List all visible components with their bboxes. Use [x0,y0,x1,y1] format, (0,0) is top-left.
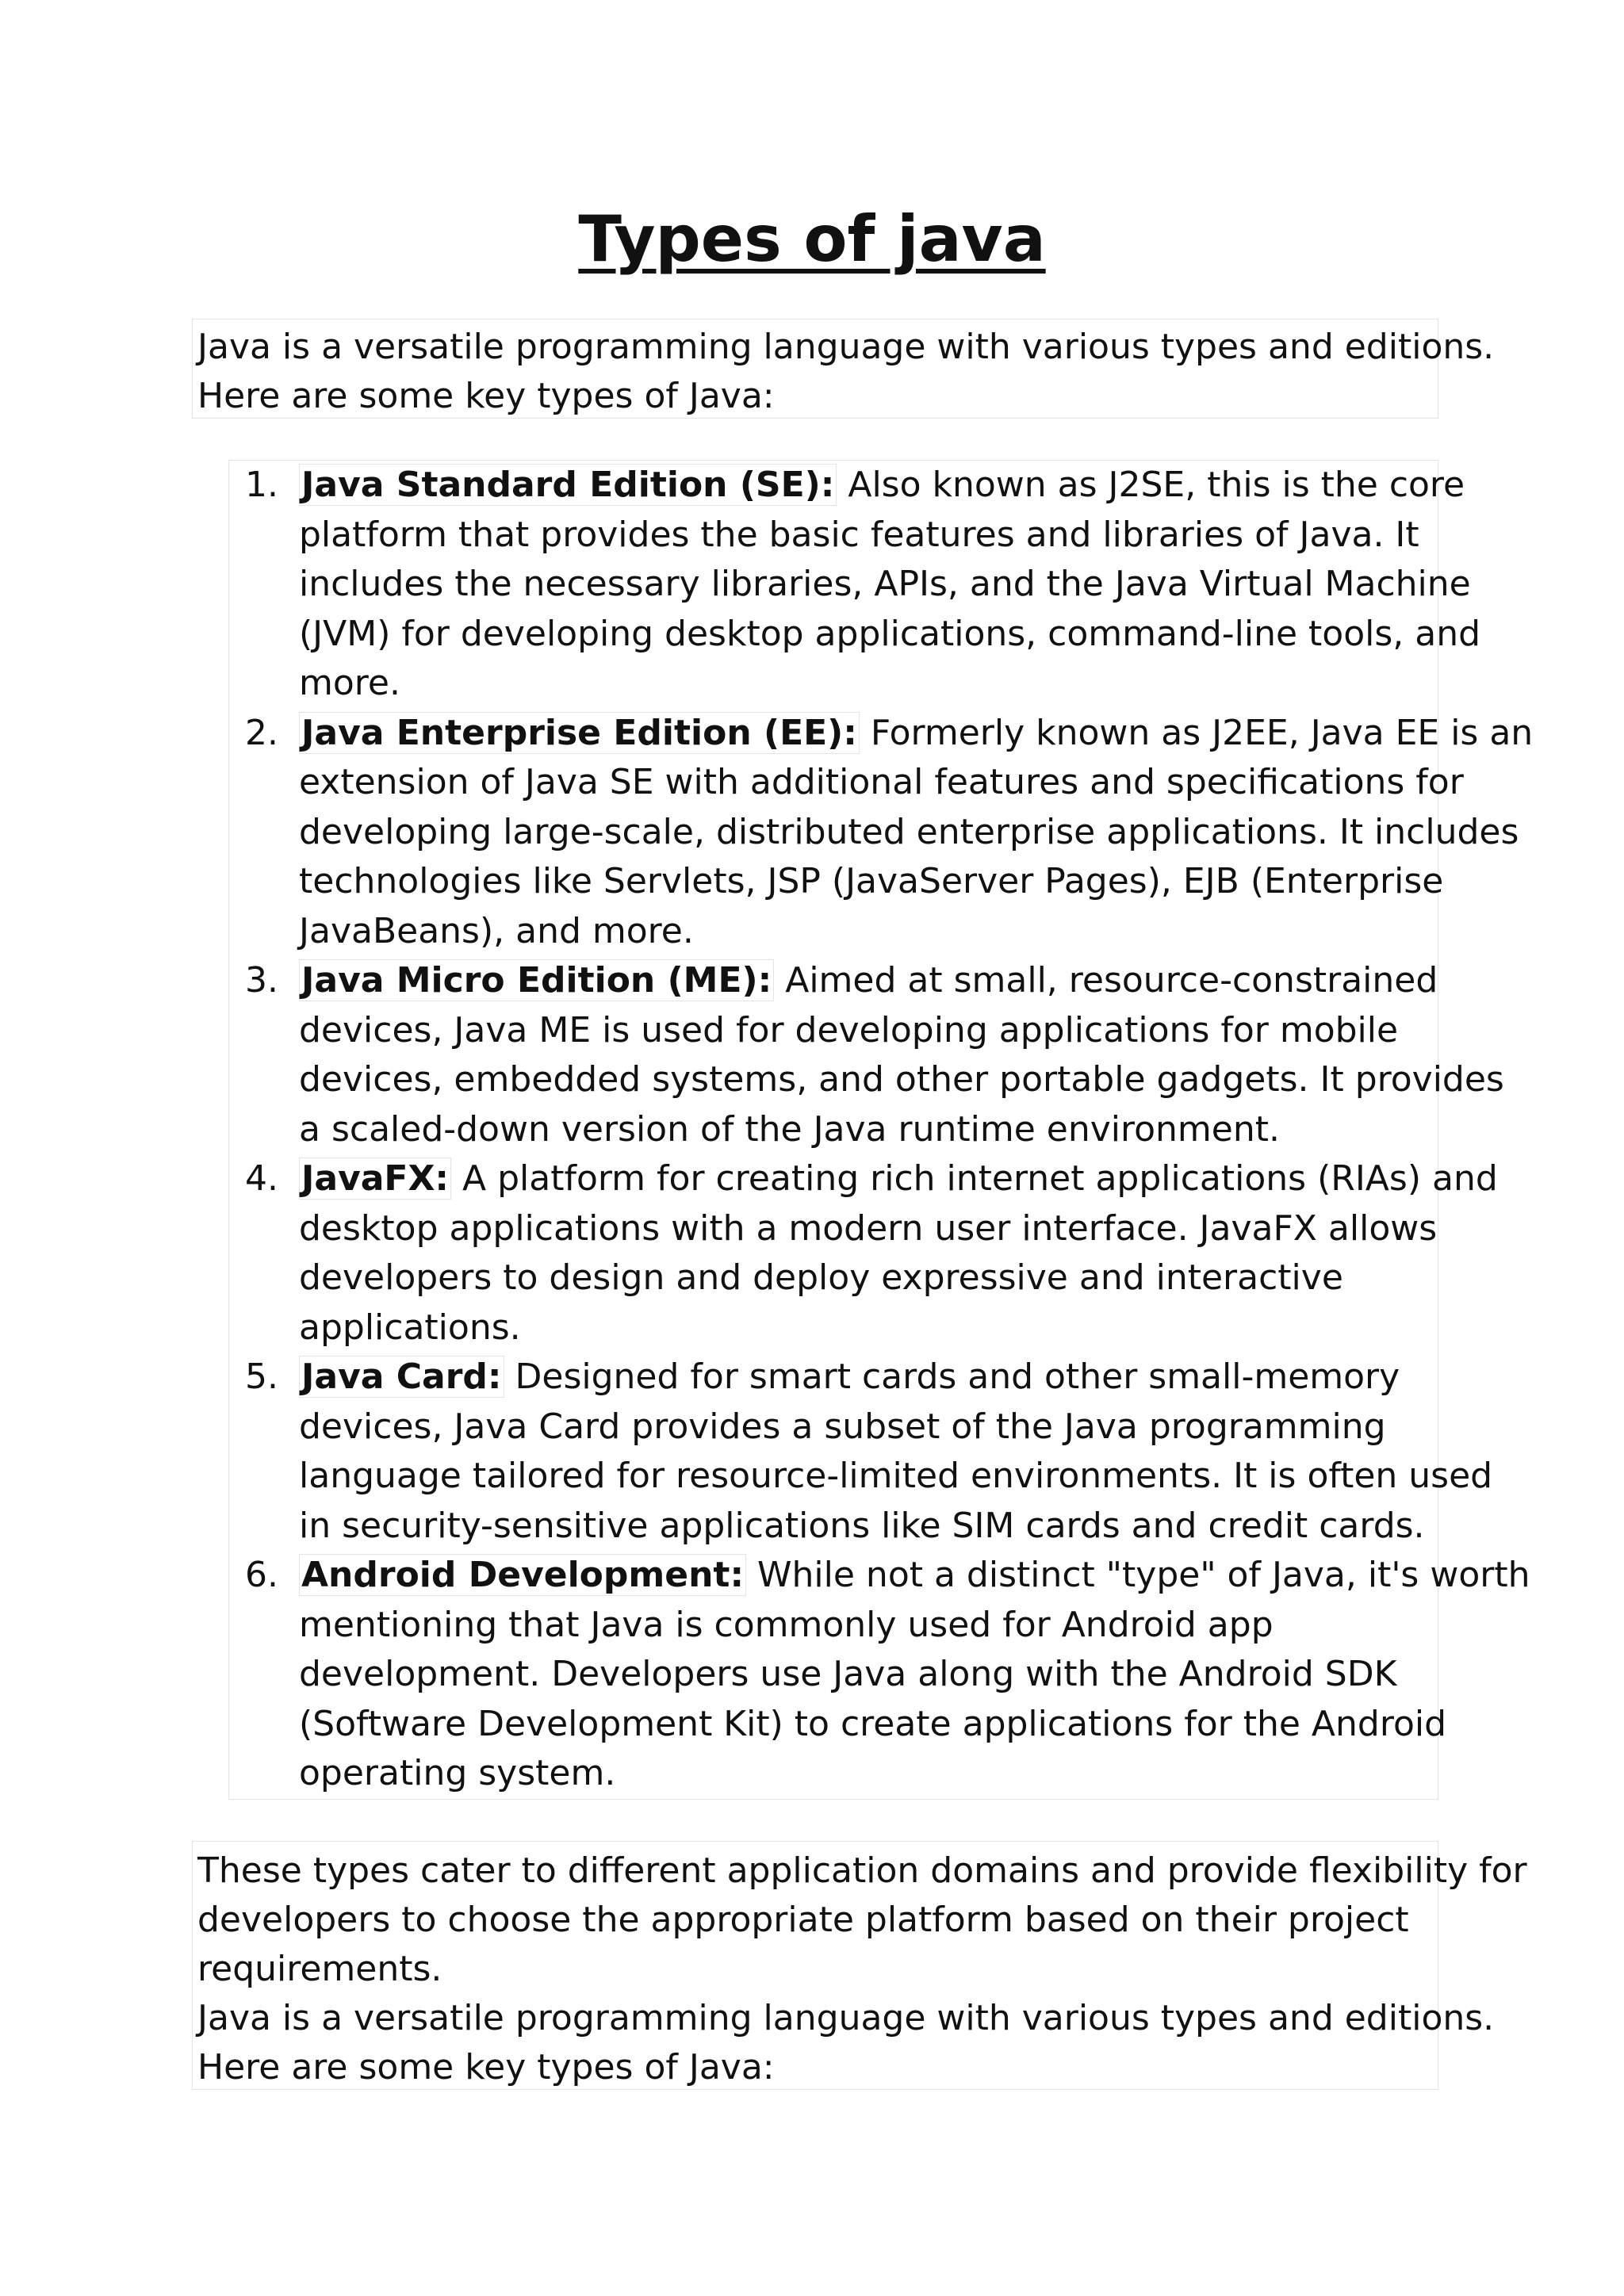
types-list-box [228,460,1534,1800]
outro-line-5: Here are some key types of Java: [197,2047,775,2087]
intro-line-1: Java is a versatile programming language with various types and editions. [197,327,1495,367]
outro-line-1: These types cater to different application domains and provide flexibility for [197,1850,1527,1891]
list-item-text: Formerly known as J2EE, Java EE is an [859,712,1534,753]
list-item-line: devices, embedded systems, and other portable gadgets. It provides [299,1059,1504,1100]
list-item [229,1353,1493,1551]
list-item-text: Designed for smart cards and other small-memory [504,1357,1400,1397]
list-item-number: 2. [245,712,278,753]
list-item-line [299,464,1465,506]
list-item-line: a scaled-down version of the Java runtime environment. [299,1108,1280,1150]
list-item [229,956,1504,1154]
list-item-text: Aimed at small, resource-constrained [774,960,1438,1001]
outro-line-2: developers to choose the appropriate platform based on their project [197,1900,1409,1940]
list-item-line: mentioning that Java is commonly used for Android app [299,1604,1274,1645]
intro-paragraph [192,319,1495,419]
list-item-text: Also known as J2SE, this is the core [837,465,1465,505]
list-item-line: language tailored for resource-limited environments. It is often used [299,1456,1493,1496]
list-item-number: 1. [245,465,278,505]
outro-line-3: requirements. [197,1949,442,1989]
list-item-line: extension of Java SE with additional features and specifications for [299,762,1464,802]
list-item-term: JavaFX: [299,1158,451,1200]
list-item-line: devices, Java Card provides a subset of the Java programming [299,1406,1386,1447]
list-item-number: 6. [245,1555,278,1595]
list-item-line: (JVM) for developing desktop applications, command-line tools, and [299,613,1481,654]
list-item-line: (Software Development Kit) to create applications for the Android [299,1703,1447,1744]
list-item-line: applications. [299,1307,521,1348]
list-item-line [299,1554,1530,1596]
list-item-line: developing large-scale, distributed enterprise applications. It includes [299,811,1519,852]
list-item-number: 5. [245,1357,278,1397]
list-item-line: devices, Java ME is used for developing applications for mobile [299,1009,1399,1050]
list-item [229,1551,1530,1799]
list-item-term: Android Development: [299,1554,746,1596]
list-item-line: desktop applications with a modern user interface. JavaFX allows [299,1207,1438,1249]
list-item-line: includes the necessary libraries, APIs, and the Java Virtual Machine [299,564,1471,604]
outro-paragraph [192,1841,1527,2090]
list-item [229,461,1481,709]
list-item-line: developers to design and deploy expressive and interactive [299,1257,1343,1298]
list-item-line: in security-sensitive applications like SIM cards and credit cards. [299,1505,1425,1546]
list-item-text: While not a distinct "type" of Java, it's worth [746,1555,1530,1595]
types-list [229,461,1534,1799]
list-item-line [299,959,1438,1001]
list-item-line: platform that provides the basic features and libraries of Java. It [299,514,1419,555]
list-item-number: 3. [245,960,278,1001]
list-item-line: technologies like Servlets, JSP (JavaServer Pages), EJB (Enterprise [299,861,1444,901]
list-item-term: Java Enterprise Edition (EE): [299,712,860,754]
list-item-line: more. [299,663,400,703]
list-item-number: 4. [245,1158,278,1199]
list-item-term: Java Card: [299,1356,504,1398]
list-item-line [299,712,1533,754]
list-item-line: JavaBeans), and more. [299,910,694,951]
list-item-line: operating system. [299,1753,616,1793]
list-item-text: A platform for creating rich internet applications (RIAs) and [451,1158,1498,1199]
list-item-term: Java Standard Edition (SE): [299,464,837,506]
list-item [229,1154,1498,1353]
list-item [229,709,1534,957]
outro-line-4: Java is a versatile programming language with various types and editions. [197,1998,1495,2038]
intro-line-2: Here are some key types of Java: [197,376,775,416]
list-item-term: Java Micro Edition (ME): [299,959,774,1001]
list-item-line: development. Developers use Java along with the Android SDK [299,1654,1397,1694]
list-item-line [299,1158,1498,1200]
page-title: Types of java [578,202,1046,276]
list-item-line [299,1356,1400,1398]
